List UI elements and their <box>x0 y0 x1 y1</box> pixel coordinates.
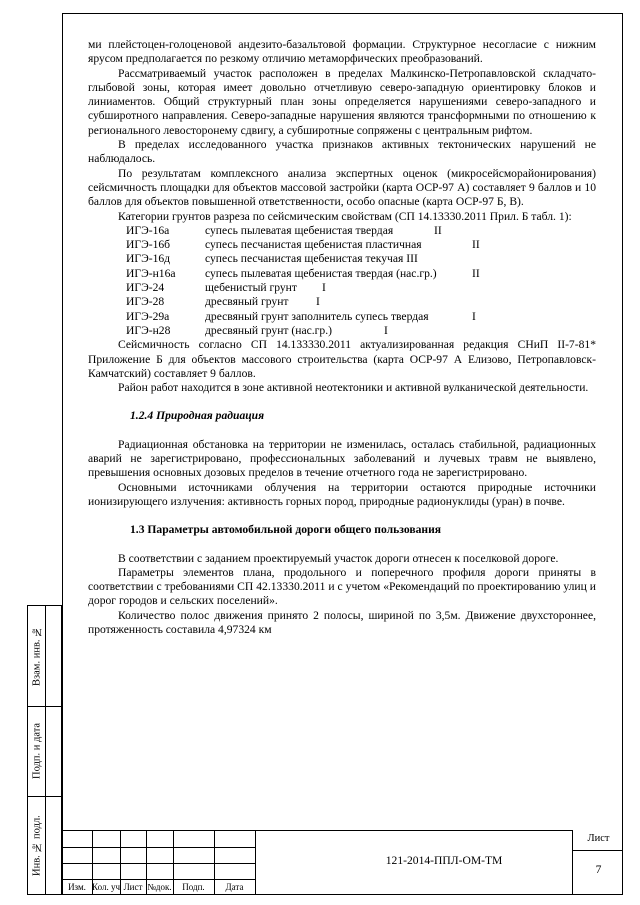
document-body <box>88 38 596 637</box>
list-item: ИГЭ-16б супесь песчанистая щебенистая пластичная II <box>126 238 480 252</box>
left-margin-stamp <box>27 605 62 895</box>
col-label: Подп. <box>182 882 205 892</box>
title-block <box>62 830 623 895</box>
paragraph: Категории грунтов разреза по сейсмическим свойствам (СП 14.13330.2011 Прил. Б табл. 1): <box>118 209 572 223</box>
paragraph: Район работ находится в зоне активной неотектоники и активной вулканической деятельности. <box>118 381 589 395</box>
col-label: Кол. уч <box>92 882 120 892</box>
col-label: №док. <box>147 882 172 892</box>
paragraph: Параметры элементов плана, продольного и поперечного профиля дороги приняты в соответствии с требованиями СП 42.13330.2011 и с учетом «Рекомендаций по проектированию улиц и дорог городов и сельских поселений». <box>88 565 596 608</box>
signature-date-label: Подп. и дата <box>31 722 43 780</box>
list-item: ИГЭ-29а дресвяный грунт заполнитель супесь твердая I <box>126 309 476 323</box>
paragraph: Сейсмичность согласно СП 14.133330.2011 актуализированная редакция СНиП II-7-81* Приложение Б для объектов массового строительства (карта ОСР-97 А Елизово, Петропавловск-Камчатский) составляет 9 баллов. <box>88 338 596 380</box>
col-label: Дата <box>225 882 244 892</box>
sheet-label: Лист <box>587 833 610 844</box>
section-heading: 1.2.4 Природная радиация <box>130 409 265 423</box>
paragraph: В соответствии с заданием проектируемый участок дороги отнесен к поселковой дороге. <box>118 551 559 565</box>
list-item: ИГЭ-н28 дресвяный грунт (нас.гр.) I <box>126 323 388 337</box>
document-code: 121-2014-ППЛ-ОМ-ТМ <box>385 854 503 867</box>
paragraph: По результатам комплексного анализа экспертных оценок (микросейсморайонирования) сейсмичность площадки для объектов массовой застройки (карта ОСР-97 А) составляет 9 баллов и 10 баллов для объектов повышенной ответственности, особо опасные (карта ОСР-97 Б, В). <box>88 166 596 209</box>
paragraph: Радиационная обстановка на территории не изменилась, осталась стабильной, радиационных аварий не зарегистрировано, профессиональных заболеваний и лучевых травм не выявлено, превышения основных дозовых пределов в течение отчетного года не зарегистрировано. <box>88 437 596 480</box>
paragraph: ми плейстоцен-голоценовой андезито-базальтовой формации. Структурное несогласие с нижним ярусом предполагается по резкому отличию метаморфических преобразований. <box>88 38 596 66</box>
original-inv-label: Инв. № подл. <box>31 815 43 877</box>
col-label: Лист <box>123 882 143 892</box>
paragraph: Количество полос движения принято 2 полосы, шириной по 3,5м. Движение двухстороннее, протяженность составила 4,97324 км <box>88 608 596 636</box>
col-label: Изм. <box>68 882 86 892</box>
section-heading: 1.3 Параметры автомобильной дороги общего пользования <box>130 523 442 537</box>
list-item: ИГЭ-н16а супесь пылеватая щебенистая твердая (нас.гр.) II <box>126 266 480 280</box>
replacement-inv-label: Взам. инв. № <box>31 625 43 687</box>
list-item: ИГЭ-16д супесь песчанистая щебенистая текучая III <box>126 252 418 266</box>
paragraph: Рассматриваемый участок расположен в пределах Малкинско-Петропавловской складчато-глыбовой зоны, которая имеет довольно отчетливую северо-западную ориентировку блоков и линиаментов. Общий структурный план зоны определяется нарушениями северо-западного и субширотного направления. Северо-западные нарушения являются трансформными по отношению к регионального левосторонему сдвигу, а субширотные сопряжены с центральным рифтом. <box>88 66 596 137</box>
paragraph: В пределах исследованного участка признаков активных тектонических нарушений не наблюдалось. <box>88 138 596 166</box>
paragraph: Основными источниками облучения на территории остаются природные источники ионизирующего излучения: активность горных пород, природные радионуклиды (уран) в почве. <box>88 480 596 508</box>
soil-list <box>88 224 596 338</box>
list-item: ИГЭ-16а супесь пылеватая щебенистая твердая II <box>126 223 442 237</box>
list-item: ИГЭ-24 щебенистый грунт I <box>126 281 326 295</box>
sheet-number: 7 <box>595 863 602 876</box>
list-item: ИГЭ-28 дресвяный грунт I <box>126 295 320 309</box>
